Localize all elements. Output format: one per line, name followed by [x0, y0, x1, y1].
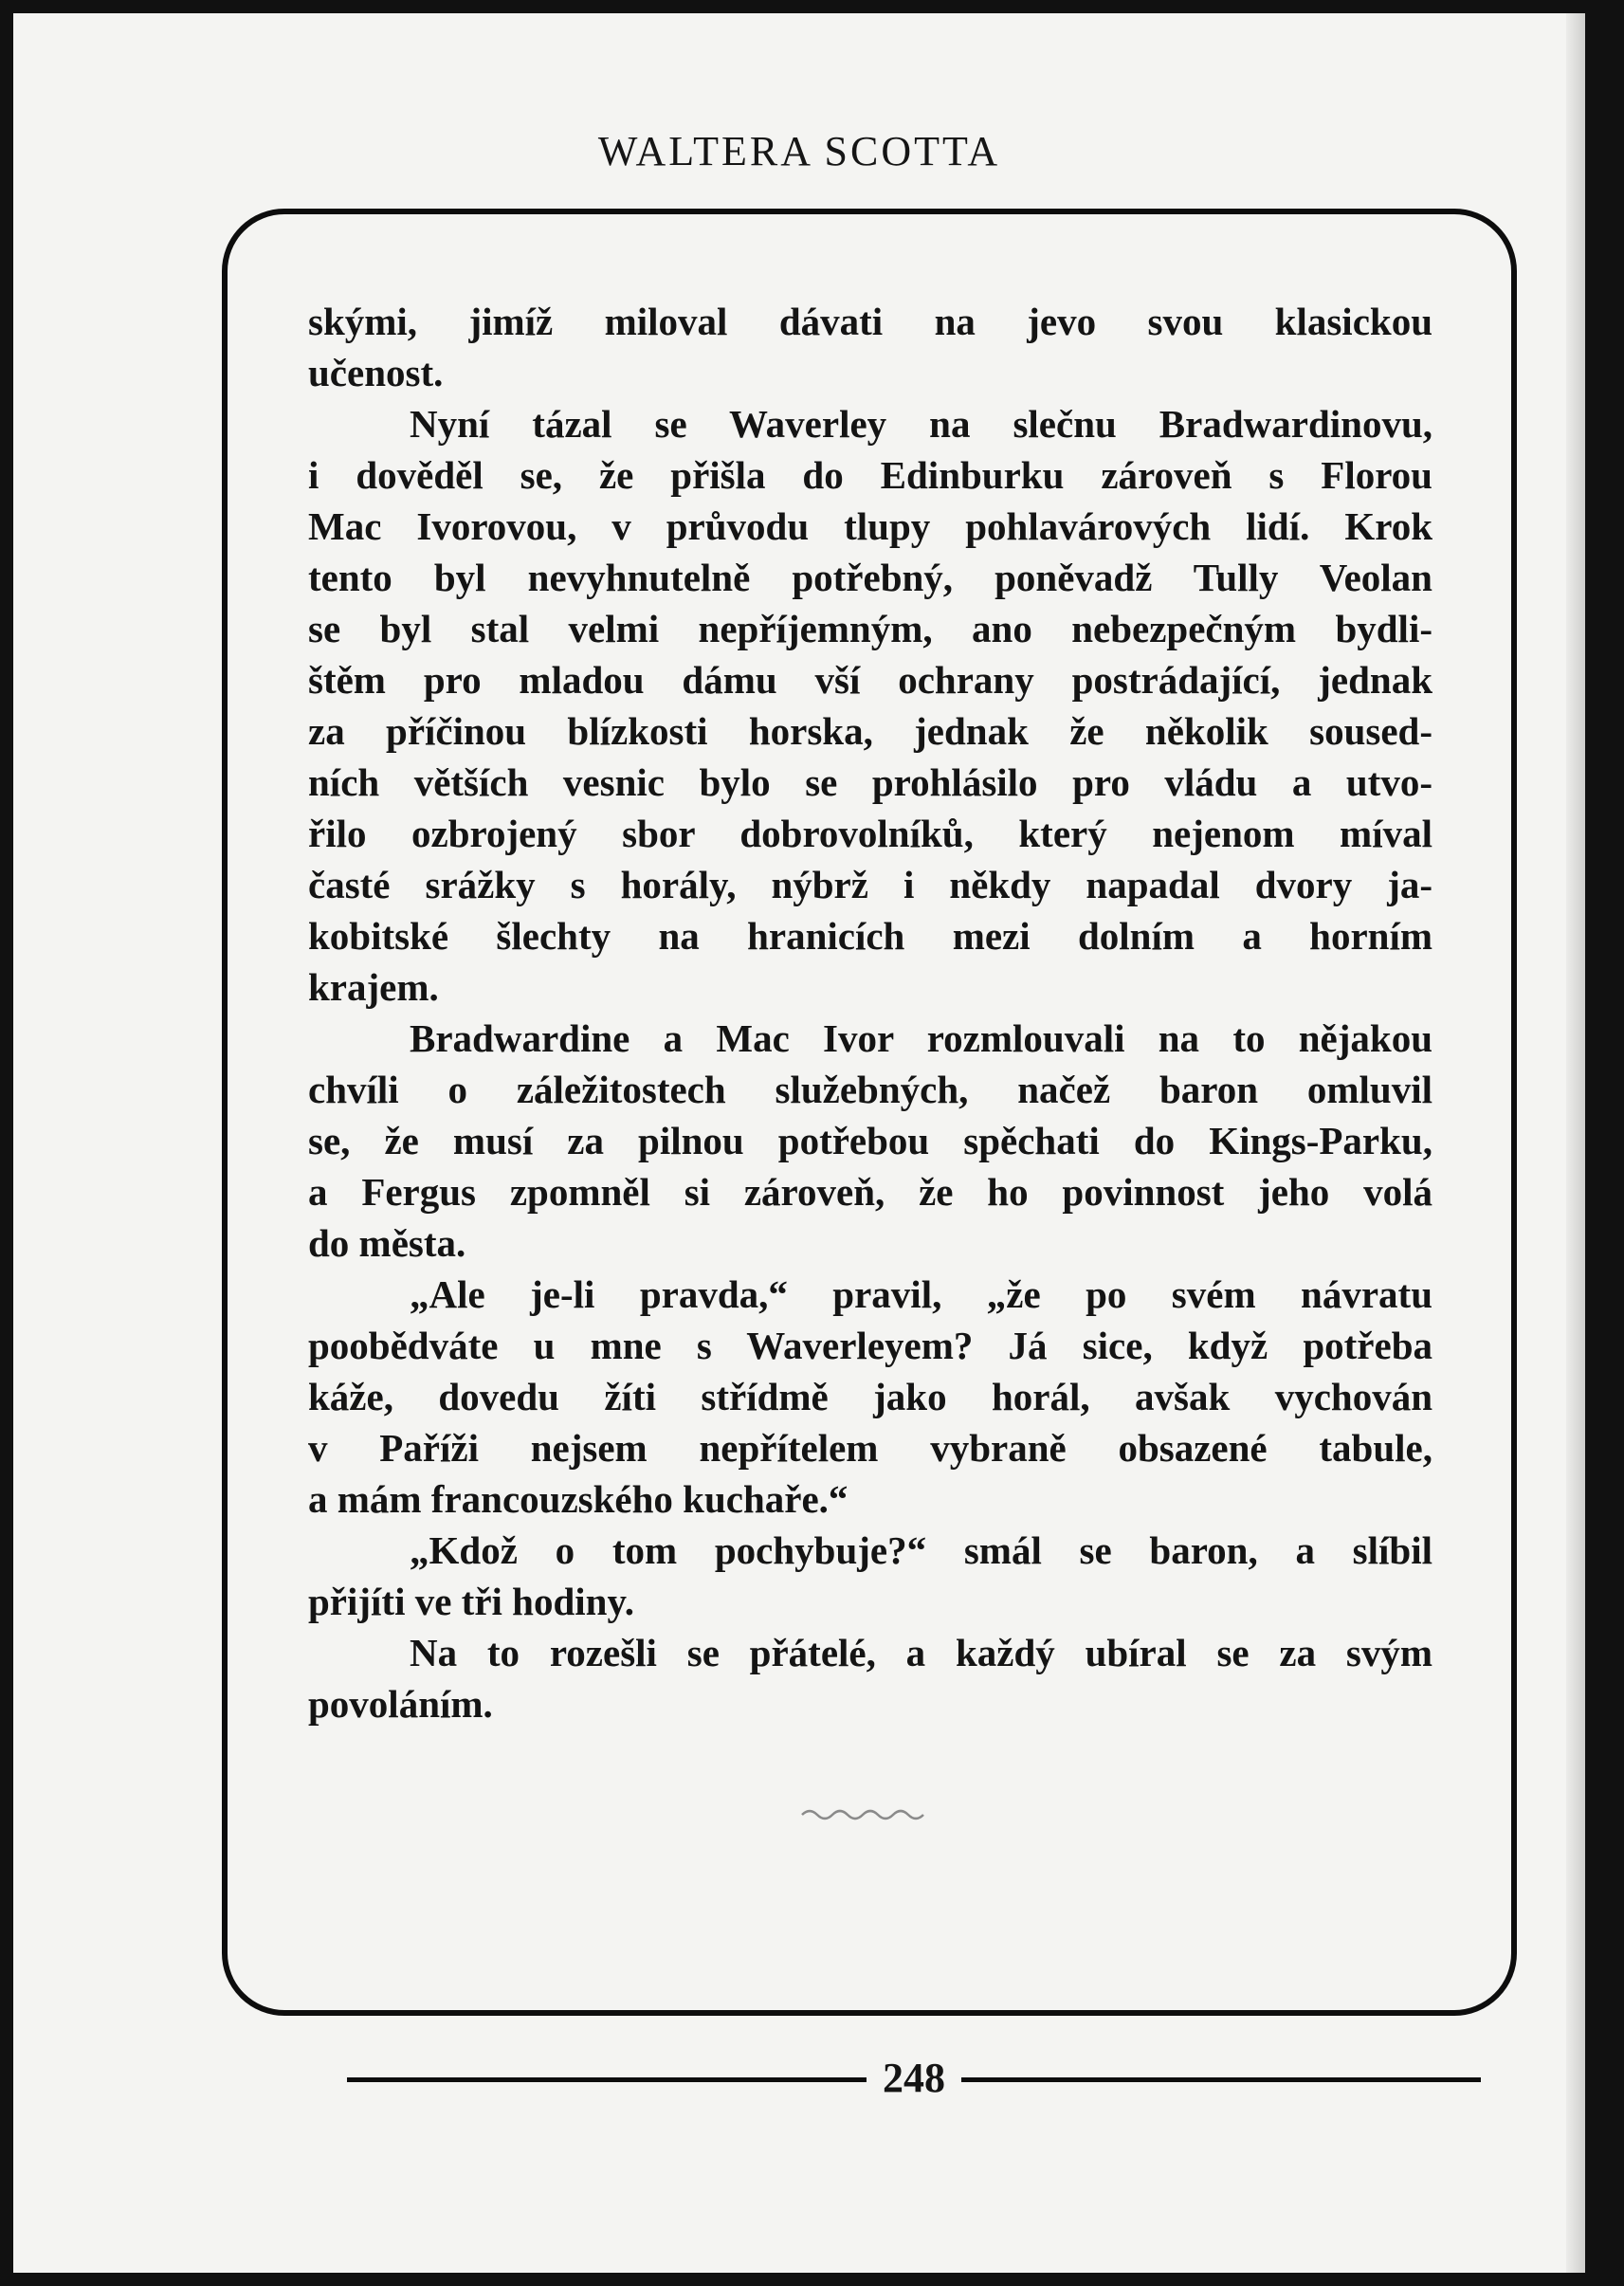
text-line: a Fergus zpomněl si zároveň, že ho povinnost jeho volá: [308, 1170, 1432, 1214]
text-line: káže, dovedu žíti střídmě jako horál, avšak vychován: [308, 1375, 1432, 1418]
text-line: přijíti ve tři hodiny.: [308, 1580, 634, 1623]
text-line: štěm pro mladou dámu vší ochrany postrádající, jednak: [308, 658, 1432, 702]
text-line: ních větších vesnic bylo se prohlásilo pro vládu a utvo-: [308, 760, 1432, 804]
body-text: [308, 296, 1432, 1729]
text-line: učenost.: [308, 351, 444, 394]
page-edge: [1566, 13, 1585, 2273]
text-line: Bradwardine a Mac Ivor rozmlouvali na to nějakou: [410, 1016, 1432, 1060]
text-line: skými, jimíž miloval dávati na jevo svou klasickou: [308, 300, 1432, 343]
text-line: krajem.: [308, 965, 439, 1009]
text-line: tento byl nevyhnutelně potřebný, poněvadž Tully Veolan: [308, 556, 1432, 599]
text-line: za příčinou blízkosti horska, jednak že několik soused-: [308, 709, 1432, 753]
text-line: i dověděl se, že přišla do Edinburku zároveň s Florou: [308, 453, 1432, 497]
text-line: povoláním.: [308, 1682, 493, 1726]
text-line: Nyní tázal se Waverley na slečnu Bradwardinovu,: [410, 402, 1432, 446]
footer-rule-left: [347, 2077, 884, 2082]
text-line: poobědváte u mne s Waverleyem? Já sice, když potřeba: [308, 1324, 1432, 1367]
text-line: „Kdož o tom pochybuje?“ smál se baron, a slíbil: [410, 1528, 1432, 1572]
text-line: kobitské šlechty na hranicích mezi dolním a horním: [308, 914, 1432, 958]
page-footer: [222, 2054, 1517, 2101]
text-line: se byl stal velmi nepříjemným, ano nebezpečným bydli-: [308, 607, 1432, 650]
footer-rule-right: [944, 2077, 1481, 2082]
text-line: chvíli o záležitostech služebných, načež baron omluvil: [308, 1068, 1432, 1111]
text-line: časté srážky s horály, nýbrž i někdy napadal dvory ja-: [308, 863, 1432, 906]
text-line: do města.: [308, 1221, 466, 1265]
text-line: Mac Ivorovou, v průvodu tlupy pohlavárových lidí. Krok: [308, 504, 1432, 548]
running-header: WALTERA SCOTTA: [597, 128, 1001, 174]
tail-ornament: [800, 1803, 927, 1826]
page-number: 248: [867, 2054, 961, 2102]
text-line: „Ale je-li pravda,“ pravil, „že po svém návratu: [410, 1272, 1432, 1316]
text-line: v Paříži nejsem nepřítelem vybraně obsazené tabule,: [308, 1426, 1432, 1470]
text-line: Na to rozešli se přátelé, a každý ubíral se za svým: [410, 1631, 1432, 1674]
book-page: [13, 13, 1585, 2273]
text-line: řilo ozbrojený sbor dobrovolníků, který nejenom míval: [308, 812, 1432, 855]
text-line: se, že musí za pilnou potřebou spěchati do Kings-Parku,: [308, 1119, 1432, 1162]
text-line: a mám francouzského kuchaře.“: [308, 1477, 848, 1521]
